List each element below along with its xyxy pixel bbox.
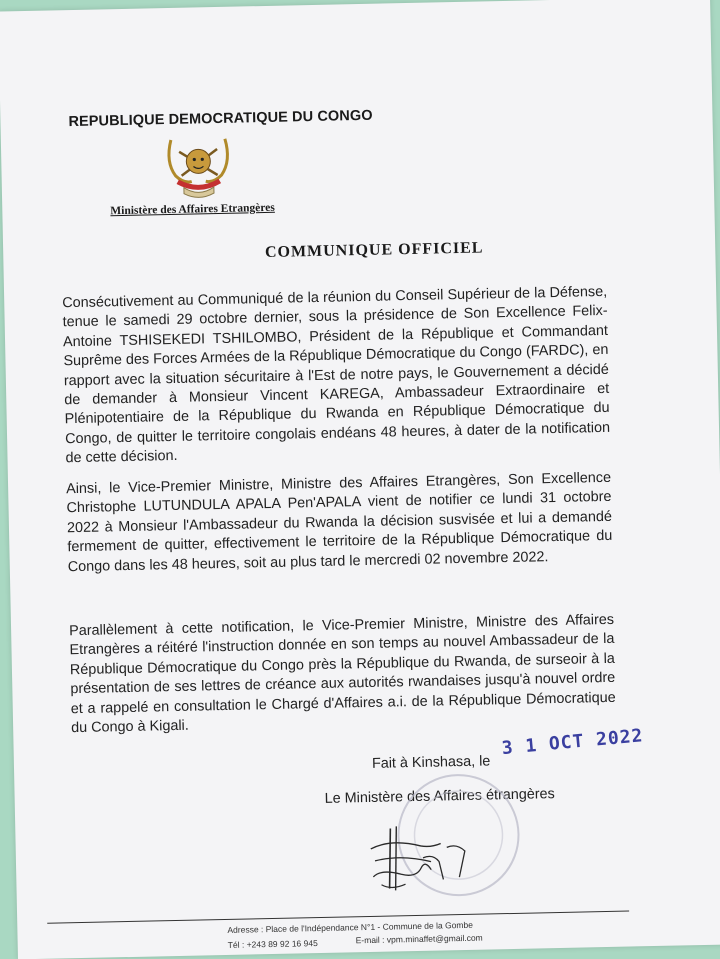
document-title: COMMUNIQUE OFFICIEL xyxy=(264,239,484,262)
date-stamp: 3 1 OCT 2022 xyxy=(500,725,645,760)
footer-address: Adresse : Place de l'Indépendance N°1 - Commune de la Gombe xyxy=(227,919,474,935)
signoff-text: Le Ministère des Affaires étrangères xyxy=(324,786,555,807)
paragraph-1: Consécutivement au Communiqué de la réunion du Conseil Supérieur de la Défense, tenue le samedi 29 octobre dernier, sous la présidence de Son Excellence Felix-Antoine TSHISEKEDI TSHILOMBO, Président de la République et Commandant Suprême des Forces Armées de la République Démocratique du Congo (FARDC), en rapport avec la situation sécuritaire à l'Est de notre pays, le Gouvernement a décidé de demander à Monsieur Vincent KAREGA, Ambassadeur Extraordinaire et Plénipotentiaire de la République du Rwanda en République Démocratique du Congo, de quitter le territoire congolais endéans 48 heures, à dater de la notification de cette décision. xyxy=(62,283,611,467)
signature-icon xyxy=(360,817,482,899)
place-date-text: Fait à Kinshasa, le xyxy=(371,753,491,772)
ministry-label: Ministère des Affaires Etrangères xyxy=(110,201,275,218)
country-header: REPUBLIQUE DEMOCRATIQUE DU CONGO xyxy=(68,107,373,131)
footer-email: E-mail : vpm.minaffet@gmail.com xyxy=(355,932,483,946)
coat-of-arms-icon xyxy=(161,131,236,205)
paragraph-2: Ainsi, le Vice-Premier Ministre, Ministre des Affaires Etrangères, Son Excellence Christophe LUTUNDULA APALA Pen'APALA vient de notifier ce lundi 31 octobre 2022 à Monsieur l'Ambassadeur du Rwanda la décision susvisée et lui a demandé fermement de quitter, effectivement le territoire de la République Démocratique du Congo dans les 48 heures, soit au plus tard le mercredi 02 novembre 2022. xyxy=(66,469,613,575)
footer-phone: Tél : +243 89 92 16 945 xyxy=(227,938,318,950)
paragraph-3: Parallèlement à cette notification, le Vice-Premier Ministre, Ministre des Affaires Etrangères a réitéré l'instruction donnée en son temps au nouvel Ambassadeur de la République Démocratique du Congo près la République du Rwanda, de surseoir à la présentation de ses lettres de créance aux autorités rwandaises jusqu'à nouvel ordre et a rappelé en consultation le Chargé d'Affaires a.i. de la République Démocratique du Congo à Kigali. xyxy=(68,611,616,737)
